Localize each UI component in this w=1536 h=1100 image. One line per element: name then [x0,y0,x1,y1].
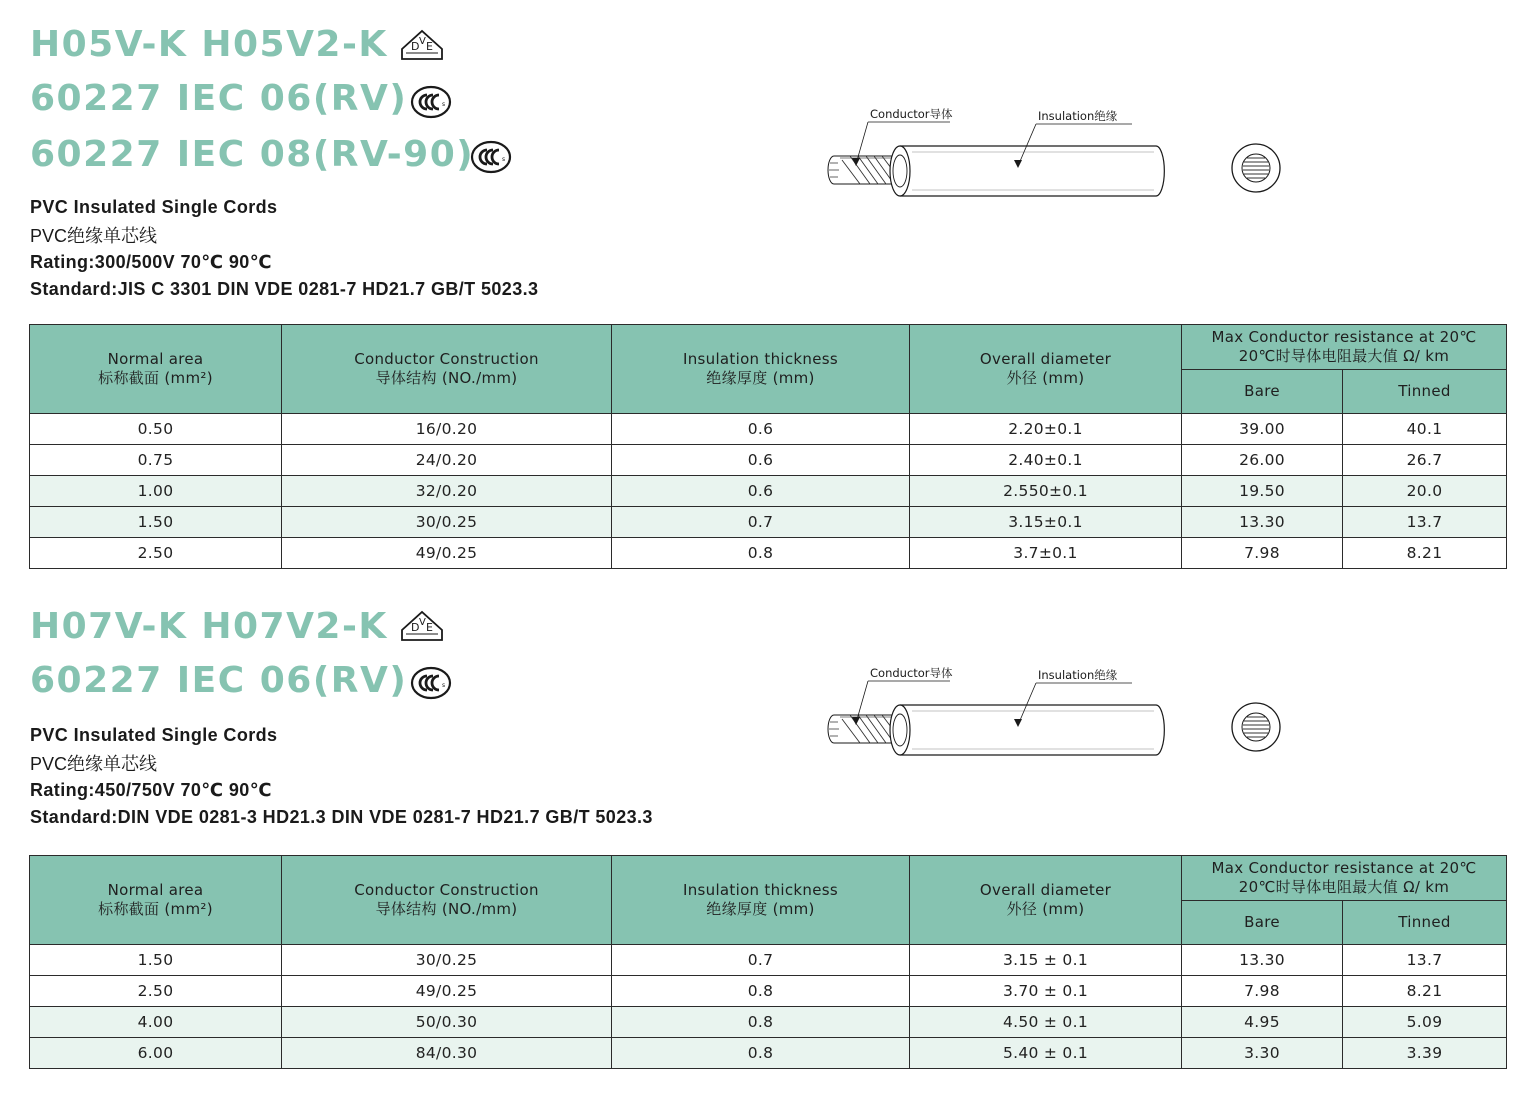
spec-table-h05v [29,324,1507,569]
header-conductor-construction: Conductor Construction 导体结构 (NO./mm) [282,856,612,945]
description-cn: PVC绝缘单芯线 [30,226,158,246]
cell: 0.6 [612,476,910,507]
cell: 13.7 [1343,507,1507,538]
cell: 2.50 [30,976,282,1007]
cross-section-icon [1232,703,1280,751]
cell: 50/0.30 [282,1007,612,1038]
cell: 16/0.20 [282,414,612,445]
rating: Rating:450/750V 70℃ 90℃ [30,780,272,800]
svg-text:E: E [426,621,433,634]
cell: 30/0.25 [282,507,612,538]
cell: 6.00 [30,1038,282,1069]
cell: 3.15±0.1 [910,507,1182,538]
svg-text:s: s [502,156,506,163]
conductor-strands-icon [828,715,900,743]
cross-section-icon [1232,144,1280,192]
svg-text:D: D [411,621,420,634]
title-line-1: H07V-K H07V2-K [30,606,388,647]
ccc-mark-icon [409,665,453,701]
cell: 0.75 [30,445,282,476]
cell: 0.8 [612,1007,910,1038]
svg-text:s: s [442,101,446,108]
standard: Standard:JIS C 3301 DIN VDE 0281-7 HD21.7 GB/T 5023.3 [30,279,539,299]
cell: 2.50 [30,538,282,569]
cell: 3.70 ± 0.1 [910,976,1182,1007]
description-en: PVC Insulated Single Cords [30,197,278,217]
cell: 1.50 [30,945,282,976]
table-row [30,1038,1507,1069]
table-row [30,414,1507,445]
header-max-resistance: Max Conductor resistance at 20℃ 20℃时导体电阻最大值 Ω/ km [1182,325,1507,370]
header-overall-diameter: Overall diameter 外径 (mm) [910,856,1182,945]
svg-text:D: D [411,40,420,53]
cell: 3.39 [1343,1038,1507,1069]
standard: Standard:DIN VDE 0281-3 HD21.3 DIN VDE 0281-7 HD21.7 GB/T 5023.3 [30,807,653,827]
header-max-resistance: Max Conductor resistance at 20℃ 20℃时导体电阻最大值 Ω/ km [1182,856,1507,901]
cell: 7.98 [1182,538,1343,569]
cell: 5.09 [1343,1007,1507,1038]
table-row [30,1007,1507,1038]
cell: 13.7 [1343,945,1507,976]
cell: 39.00 [1182,414,1343,445]
ccc-mark-icon [469,139,513,175]
cell: 13.30 [1182,945,1343,976]
title-line-2: 60227 IEC 06(RV) [30,660,408,701]
title-line-2: 60227 IEC 06(RV) [30,78,408,119]
cell: 3.30 [1182,1038,1343,1069]
cell: 84/0.30 [282,1038,612,1069]
cell: 0.8 [612,538,910,569]
header-bare: Bare [1182,901,1343,945]
cell: 1.00 [30,476,282,507]
cell: 7.98 [1182,976,1343,1007]
description-en: PVC Insulated Single Cords [30,725,278,745]
cell: 49/0.25 [282,976,612,1007]
header-bare: Bare [1182,370,1343,414]
insulation-label: Insulation绝缘 [1038,109,1118,123]
conductor-label: Conductor导体 [870,107,953,121]
table-row [30,507,1507,538]
vde-mark-icon [398,608,446,644]
cell: 0.7 [612,507,910,538]
cell: 0.6 [612,414,910,445]
header-insulation-thickness: Insulation thickness 绝缘厚度 (mm) [612,856,910,945]
cell: 20.0 [1343,476,1507,507]
svg-text:E: E [426,40,433,53]
cell: 3.7±0.1 [910,538,1182,569]
svg-text:V: V [419,617,426,628]
table-row [30,945,1507,976]
svg-text:s: s [442,682,446,689]
cell: 4.00 [30,1007,282,1038]
cell: 49/0.25 [282,538,612,569]
insulation-jacket-icon [890,146,1164,196]
header-normal-area: Normal area 标称截面 (mm²) [30,856,282,945]
cell: 0.8 [612,1038,910,1069]
table-row [30,445,1507,476]
cell: 24/0.20 [282,445,612,476]
cell: 0.6 [612,445,910,476]
cell: 1.50 [30,507,282,538]
insulation-jacket-icon [890,705,1164,755]
spec-table-h07v [29,855,1507,1069]
cell: 2.550±0.1 [910,476,1182,507]
conductor-label: Conductor导体 [870,666,953,680]
header-normal-area: Normal area 标称截面 (mm²) [30,325,282,414]
title-line-1: H05V-K H05V2-K [30,24,388,65]
cell: 3.15 ± 0.1 [910,945,1182,976]
header-tinned: Tinned [1343,370,1507,414]
cell: 4.50 ± 0.1 [910,1007,1182,1038]
cell: 0.50 [30,414,282,445]
conductor-strands-icon [828,156,900,184]
rating: Rating:300/500V 70℃ 90℃ [30,252,272,272]
cell: 26.00 [1182,445,1343,476]
cell: 8.21 [1343,976,1507,1007]
header-overall-diameter: Overall diameter 外径 (mm) [910,325,1182,414]
insulation-label: Insulation绝缘 [1038,668,1118,682]
cell: 40.1 [1343,414,1507,445]
cell: 2.20±0.1 [910,414,1182,445]
cell: 30/0.25 [282,945,612,976]
header-conductor-construction: Conductor Construction 导体结构 (NO./mm) [282,325,612,414]
table-row [30,976,1507,1007]
cell: 26.7 [1343,445,1507,476]
cable-diagram [820,100,1300,210]
header-tinned: Tinned [1343,901,1507,945]
cell: 0.8 [612,976,910,1007]
cell: 0.7 [612,945,910,976]
cell: 32/0.20 [282,476,612,507]
cell: 8.21 [1343,538,1507,569]
cell: 4.95 [1182,1007,1343,1038]
table-row [30,538,1507,569]
svg-text:V: V [419,36,426,47]
table-row [30,476,1507,507]
cell: 13.30 [1182,507,1343,538]
header-insulation-thickness: Insulation thickness 绝缘厚度 (mm) [612,325,910,414]
title-line-3: 60227 IEC 08(RV-90) [30,134,475,175]
cell: 19.50 [1182,476,1343,507]
vde-mark-icon [398,27,446,63]
ccc-mark-icon [409,84,453,120]
description-cn: PVC绝缘单芯线 [30,754,158,774]
cell: 5.40 ± 0.1 [910,1038,1182,1069]
cable-diagram [820,659,1300,769]
cell: 2.40±0.1 [910,445,1182,476]
